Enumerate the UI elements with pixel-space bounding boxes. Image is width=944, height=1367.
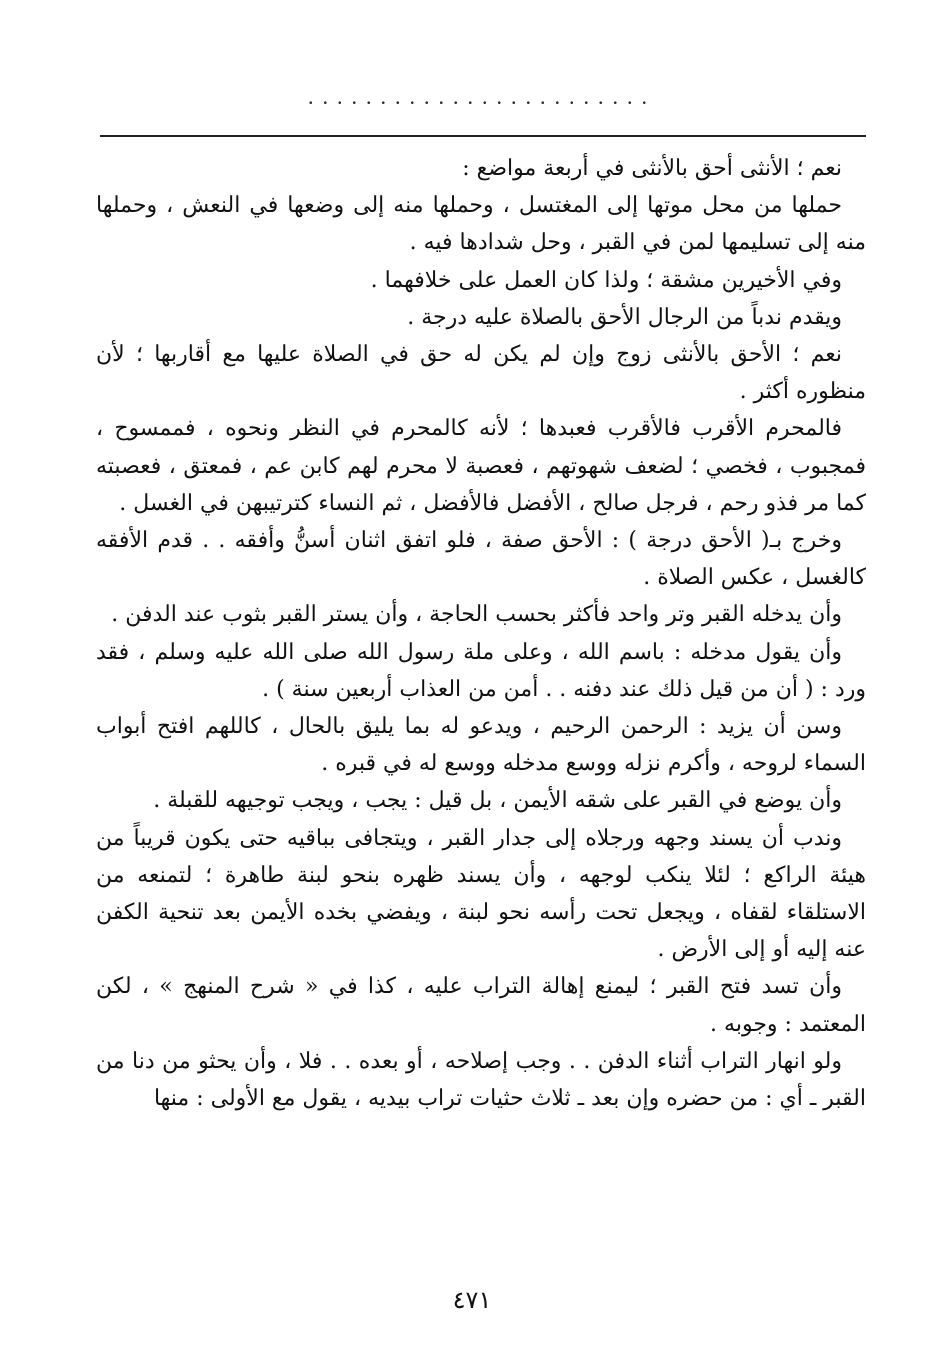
paragraph: وندب أن يسند وجهه ورجلاه إلى جدار القبر ، ويتجافى بباقيه حتى يكون قريباً من هيئة الراكع ؛ لئلا ينكب لوجهه ، وأن يسند ظهره بنحو لبنة طاهرة ؛ لتمنعه من الاستلقاء لقفاه ، ويجعل تحت رأسه نحو لبنة ، ويفضي بخده الأيمن بعد تنحية الكفن عنه إليه أو إلى الأرض . [96, 825, 866, 963]
paragraph: وأن تسد فتح القبر ؛ ليمنع إهالة التراب عليه ، كذا في « شرح المنهج » ، لكن المعتمد : وجوبه . [96, 974, 866, 1037]
paragraph: وخرج بـ( الأحق درجة ) : الأحق صفة ، فلو اتفق اثنان أسنُّ وأفقه . . قدم الأفقه كالغسل ، عكس الصلاة . [96, 528, 866, 591]
header-dotted-line: ........................ [308, 84, 656, 109]
paragraph: ويقدم ندباً من الرجال الأحق بالصلاة عليه درجة . [407, 304, 842, 330]
paragraph: نعم ؛ الأنثى أحق بالأنثى في أربعة مواضع : [462, 156, 842, 181]
paragraph: وأن يدخله القبر وتر واحد فأكثر بحسب الحاجة ، وأن يستر القبر بثوب عند الدفن . [111, 602, 842, 628]
header-rule [100, 135, 866, 137]
main-text [96, 150, 866, 1117]
paragraph: حملها من محل موتها إلى المغتسل ، وحملها منه إلى وضعها في النعش ، وحملها منه إلى تسليمها لمن في القبر ، وحل شدادها فيه . [96, 193, 866, 256]
paragraph: وأن يوضع في القبر على شقه الأيمن ، بل قيل : يجب ، ويجب توجيهه للقبلة . [153, 788, 842, 814]
paragraph: وسن أن يزيد : الرحمن الرحيم ، ويدعو له بما يليق بالحال ، كاللهم افتح أبواب السماء لروحه ، وأكرم نزله ووسع مدخله ووسع له في قبره . [96, 714, 866, 777]
paragraph: فالمحرم الأقرب فالأقرب فعبدها ؛ لأنه كالمحرم في النظر ونحوه ، فممسوح ، فمجبوب ، فخصي ؛ لضعف شهوتهم ، فعصبة لا محرم لهم كابن عم ، فمعتق ، فعصبته كما مر فذو رحم ، فرجل صالح ، الأفضل فالأفضل ، ثم النساء كترتيبهن في الغسل . [96, 416, 866, 516]
paragraph: نعم ؛ الأحق بالأنثى زوج وإن لم يكن له حق في الصلاة عليها مع أقاربها ؛ لأن منظوره أكثر . [96, 342, 866, 405]
paragraph: وأن يقول مدخله : باسم الله ، وعلى ملة رسول الله صلى الله عليه وسلم ، فقد ورد : ( أن من قيل ذلك عند دفنه . . أمن من العذاب أربعين سنة ) . [96, 639, 866, 702]
page-number: ٤٧١ [452, 1286, 492, 1314]
paragraph: ولو انهار التراب أثناء الدفن . . وجب إصلاحه ، أو بعده . . فلا ، وأن يحثو من دنا من القبر ـ أي : من حضره وإن بعد ـ ثلاث حثيات تراب بيديه ، يقول مع الأولى : منها [96, 1048, 866, 1112]
paragraph: وفي الأخيرين مشقة ؛ ولذا كان العمل على خلافهما . [370, 267, 842, 293]
